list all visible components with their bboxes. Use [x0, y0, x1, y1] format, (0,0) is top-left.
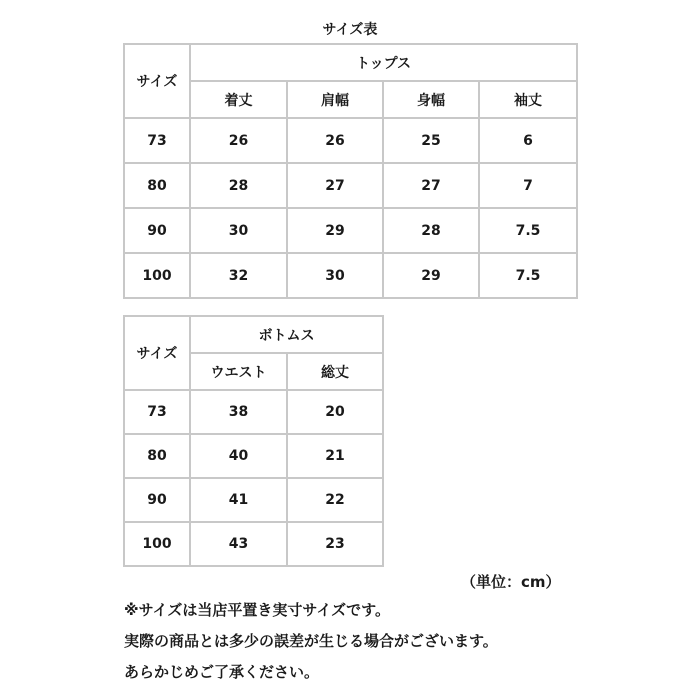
value-cell: 29: [287, 208, 383, 253]
table-row: [124, 118, 577, 163]
bottoms-column-header: ウエスト: [190, 353, 287, 390]
value-cell: 30: [190, 208, 287, 253]
size-cell: 90: [124, 478, 190, 522]
value-cell: 23: [287, 522, 383, 566]
tops-size-header: サイズ: [124, 44, 190, 118]
value-cell: 28: [190, 163, 287, 208]
size-cell: 73: [124, 118, 190, 163]
size-cell: 80: [124, 434, 190, 478]
size-cell: 90: [124, 208, 190, 253]
tops-column-header: 着丈: [190, 81, 287, 118]
table-row: [124, 522, 383, 566]
value-cell: 25: [383, 118, 479, 163]
note-line: 実際の商品とは多少の誤差が生じる場合がございます。: [124, 632, 498, 650]
table-row: [124, 163, 577, 208]
table-row: [124, 434, 383, 478]
value-cell: 7.5: [479, 208, 577, 253]
value-cell: 41: [190, 478, 287, 522]
value-cell: 7.5: [479, 253, 577, 298]
bottoms-group-header: ボトムス: [190, 316, 383, 353]
unit-label: （単位：cm）: [461, 573, 561, 591]
note-line: あらかじめご了承ください。: [124, 663, 320, 681]
value-cell: 40: [190, 434, 287, 478]
value-cell: 22: [287, 478, 383, 522]
value-cell: 38: [190, 390, 287, 434]
page-title: サイズ表: [322, 22, 378, 38]
size-cell: 80: [124, 163, 190, 208]
tops-column-header: 袖丈: [479, 81, 577, 118]
size-cell: 100: [124, 522, 190, 566]
note-line: ※サイズは当店平置き実寸サイズです。: [124, 601, 390, 619]
value-cell: 27: [383, 163, 479, 208]
tops-group-header: トップス: [190, 44, 577, 81]
table-row: [124, 253, 577, 298]
tops-column-header: 肩幅: [287, 81, 383, 118]
table-row: [124, 478, 383, 522]
value-cell: 29: [383, 253, 479, 298]
tops-column-header: 身幅: [383, 81, 479, 118]
table-row: [124, 208, 577, 253]
value-cell: 26: [190, 118, 287, 163]
tops-size-table: [123, 43, 578, 299]
value-cell: 7: [479, 163, 577, 208]
table-row: [124, 390, 383, 434]
bottoms-size-header: サイズ: [124, 316, 190, 390]
value-cell: 20: [287, 390, 383, 434]
value-cell: 26: [287, 118, 383, 163]
bottoms-size-table: [123, 315, 384, 567]
value-cell: 6: [479, 118, 577, 163]
value-cell: 28: [383, 208, 479, 253]
bottoms-column-header: 総丈: [287, 353, 383, 390]
size-cell: 100: [124, 253, 190, 298]
value-cell: 30: [287, 253, 383, 298]
size-cell: 73: [124, 390, 190, 434]
value-cell: 43: [190, 522, 287, 566]
value-cell: 21: [287, 434, 383, 478]
value-cell: 27: [287, 163, 383, 208]
value-cell: 32: [190, 253, 287, 298]
notes: [124, 599, 498, 692]
